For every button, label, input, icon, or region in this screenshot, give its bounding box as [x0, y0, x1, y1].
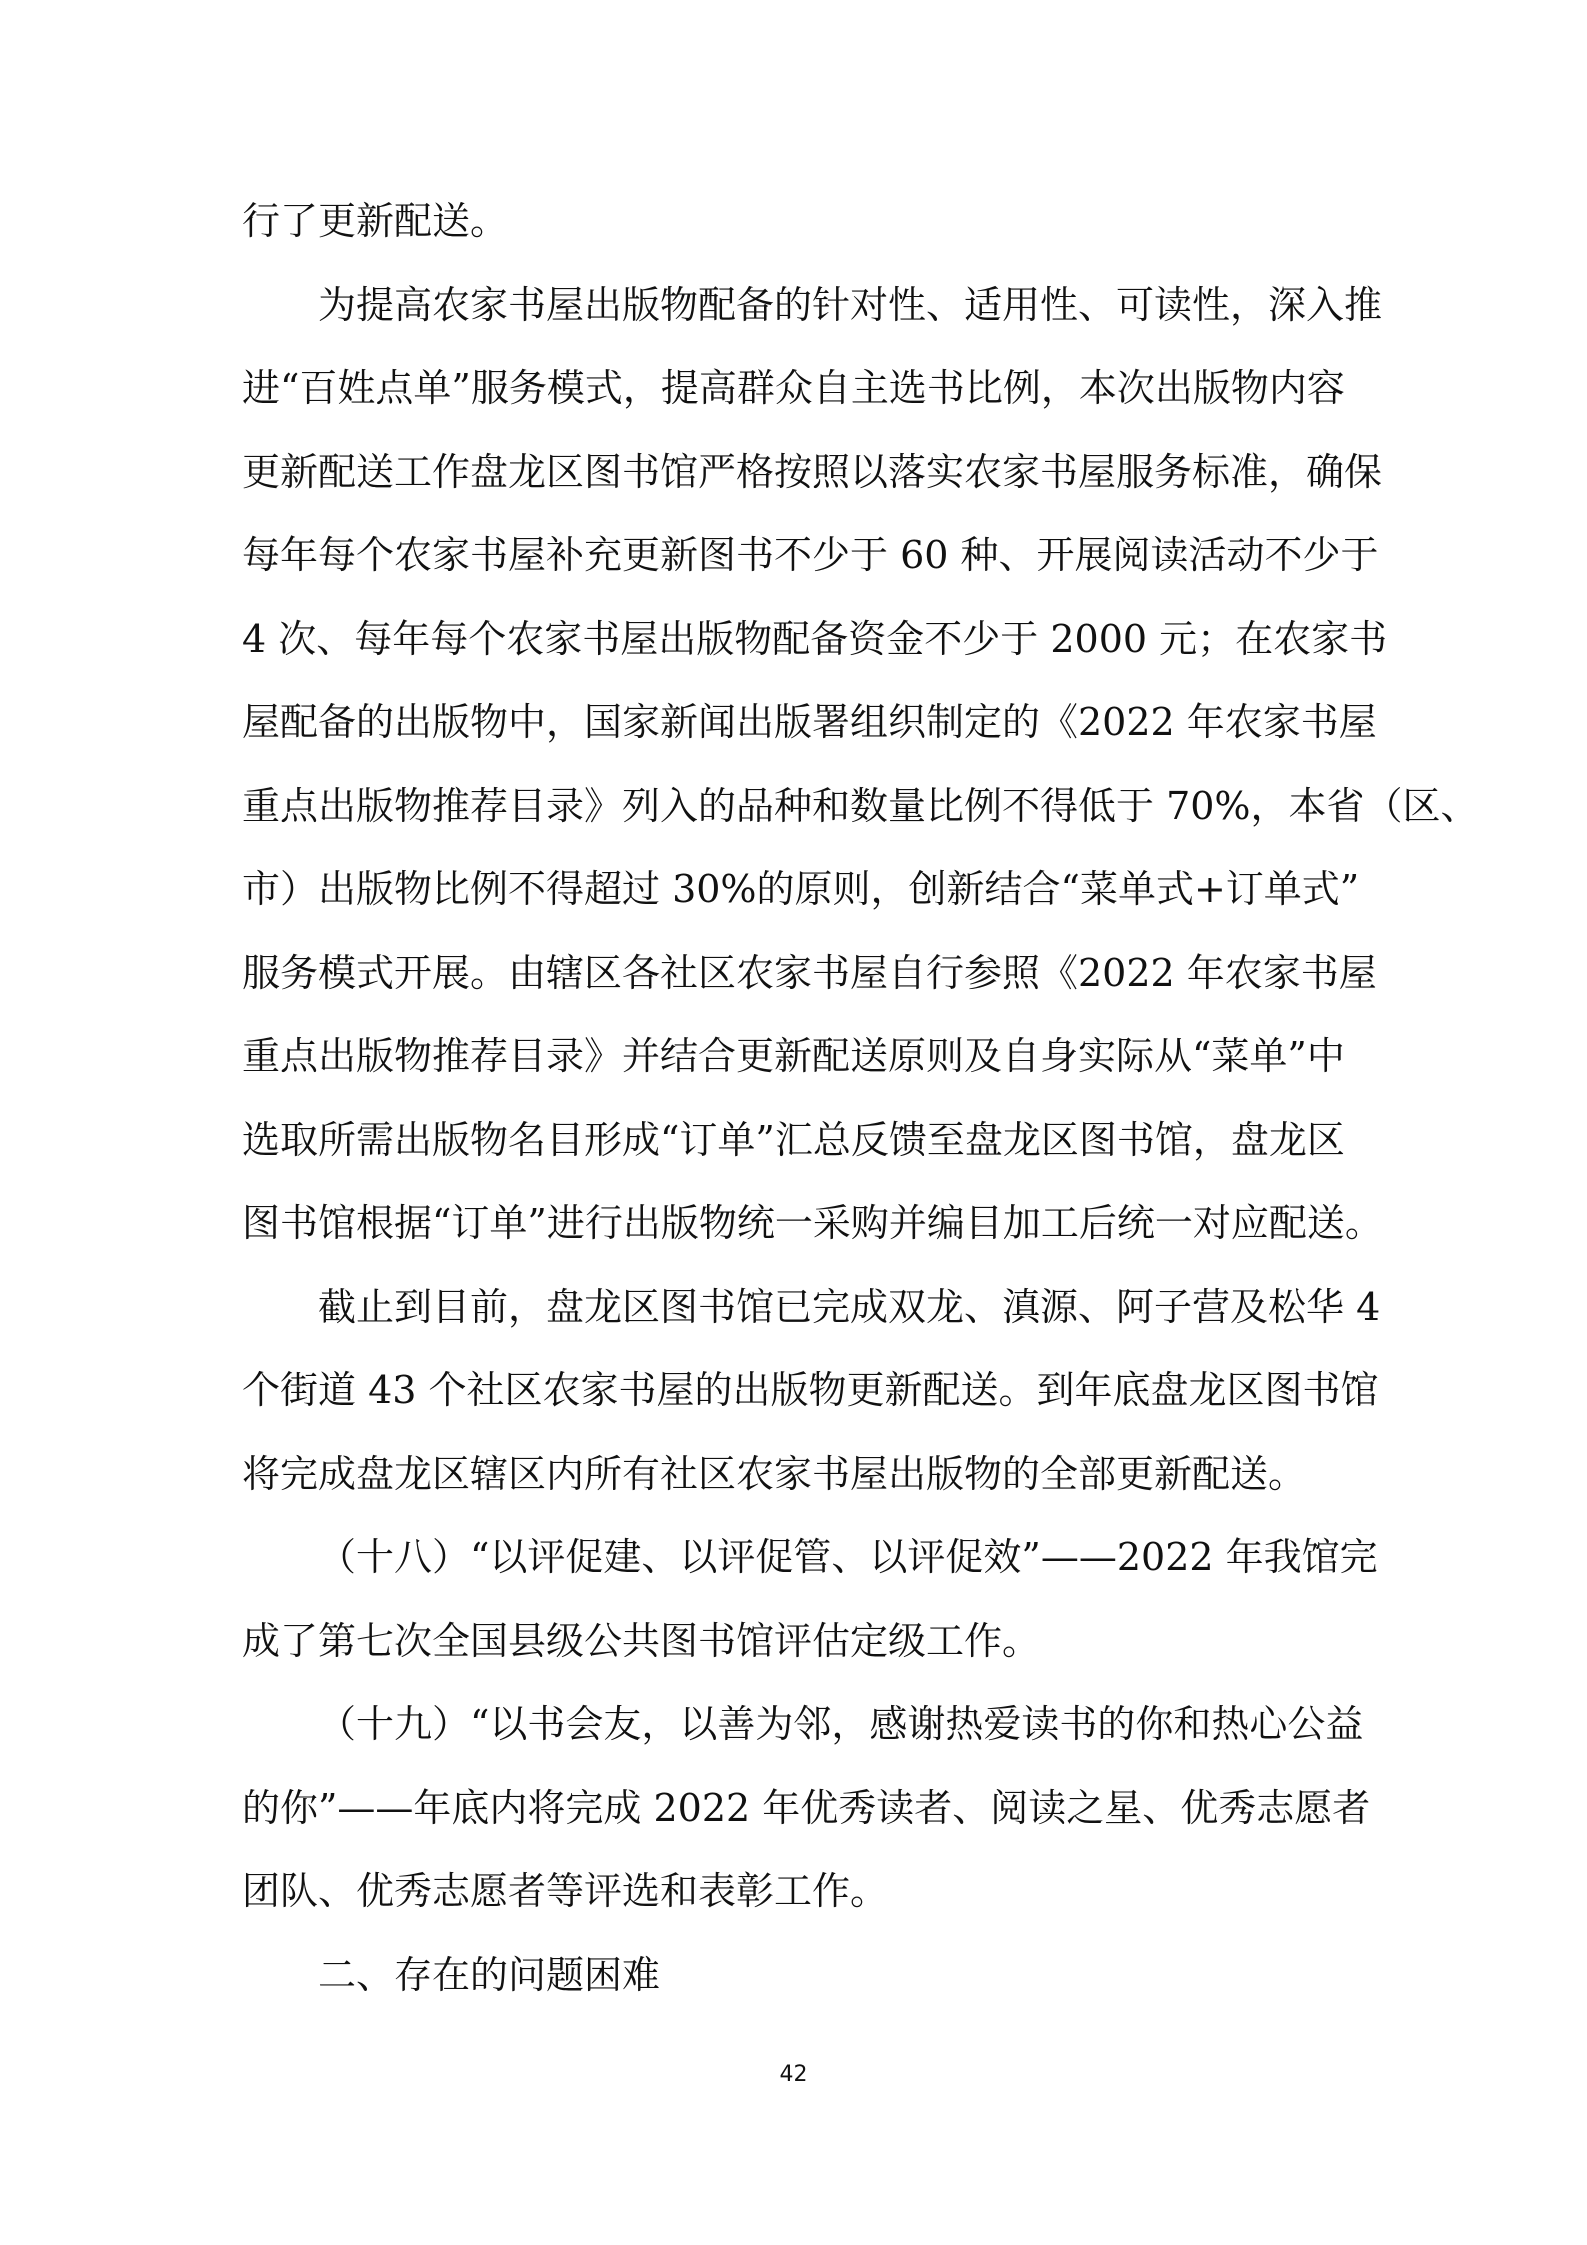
text-line: 市）出版物比例不得超过 30%的原则，创新结合“菜单式+订单式”	[242, 867, 1360, 911]
section-heading: 二、存在的问题困难	[318, 1952, 661, 1997]
paragraph-continuation	[242, 180, 1352, 264]
paragraph-item-19	[242, 1683, 1371, 1934]
text-line: 重点出版物推荐目录》并结合更新配送原则及自身实际从“菜单”中	[242, 1034, 1345, 1078]
paragraph-progress	[242, 1266, 1381, 1517]
text-line: 图书馆根据“订单”进行出版物统一采购并编目加工后统一对应配送。	[242, 1201, 1383, 1245]
text-line: 成了第七次全国县级公共图书馆评估定级工作。	[242, 1618, 1041, 1663]
text-line: 团队、优秀志愿者等评选和表彰工作。	[242, 1869, 889, 1913]
text-line: 行了更新配送。	[242, 199, 509, 243]
paragraph-bookstore-distribution	[242, 264, 1479, 1266]
text-line: 为提高农家书屋出版物配备的针对性、适用性、可读性，深入推	[318, 282, 1383, 327]
paragraph-item-18	[242, 1516, 1378, 1683]
text-line: 重点出版物推荐目录》列入的品种和数量比例不得低于 70%，本省（区、	[242, 783, 1479, 828]
text-line: （十八）“以评促建、以评促管、以评促效”——2022 年我馆完	[318, 1535, 1378, 1579]
text-line: 个街道 43 个社区农家书屋的出版物更新配送。到年底盘龙区图书馆	[242, 1368, 1379, 1412]
text-line: （十九）“以书会友，以善为邻，感谢热爱读书的你和热心公益	[318, 1702, 1364, 1746]
document-body	[242, 180, 1479, 2017]
text-line: 截止到目前，盘龙区图书馆已完成双龙、滇源、阿子营及松华 4	[318, 1284, 1381, 1329]
text-line: 每年每个农家书屋补充更新图书不少于 60 种、开展阅读活动不少于	[242, 533, 1379, 577]
text-line: 更新配送工作盘龙区图书馆严格按照以落实农家书屋服务标准，确保	[242, 449, 1383, 494]
text-line: 服务模式开展。由辖区各社区农家书屋自行参照《2022 年农家书屋	[242, 950, 1377, 995]
text-line: 选取所需出版物名目形成“订单”汇总反馈至盘龙区图书馆，盘龙区	[242, 1117, 1345, 1162]
text-line: 4 次、每年每个农家书屋出版物配备资金不少于 2000 元；在农家书	[242, 616, 1388, 661]
page-number: 42	[779, 2062, 808, 2087]
text-line: 屋配备的出版物中，国家新闻出版署组织制定的《2022 年农家书屋	[242, 700, 1377, 744]
text-line: 的你”——年底内将完成 2022 年优秀读者、阅读之星、优秀志愿者	[242, 1785, 1371, 1830]
text-line: 进“百姓点单”服务模式，提高群众自主选书比例，本次出版物内容	[242, 366, 1345, 410]
text-line: 将完成盘龙区辖区内所有社区农家书屋出版物的全部更新配送。	[242, 1451, 1307, 1496]
